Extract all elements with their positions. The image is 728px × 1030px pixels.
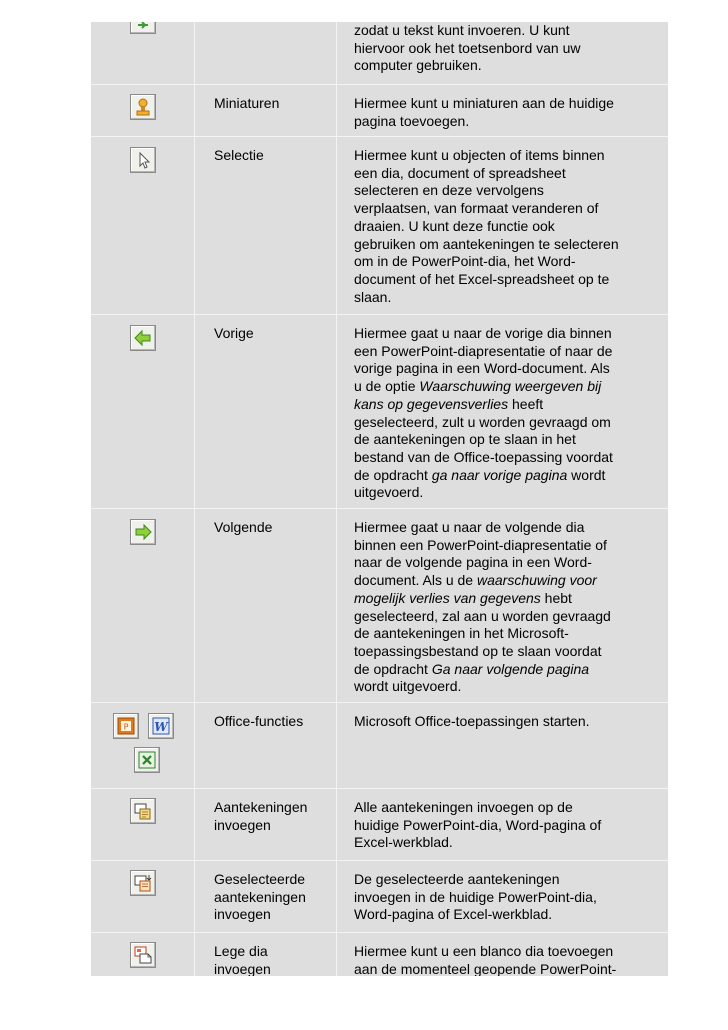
table-row [91,860,668,933]
row-description [354,519,664,696]
desc-line: geselecteerd, zult u worden gevraagd om [354,413,611,430]
desc-line: Excel-werkblad. [354,834,453,851]
desc-line: naar de volgende pagina in een Word- [354,554,592,571]
desc-line: Hiermee gaat u naar de volgende dia [354,519,585,535]
desc-line: geselecteerd, zal aan u worden gevraagd [354,607,611,624]
desc-line: selecteren en deze vervolgens [354,182,544,199]
desc-line: bestand van de Office-toepassing voordat [354,448,613,465]
text-input-icon[interactable] [130,22,156,34]
desc-line: Hiermee kunt u een blanco dia toevoegen [354,943,614,959]
desc-line: Hiermee kunt u objecten of items binnen [354,147,605,163]
table-row [91,788,668,861]
desc-line: u de optie Waarschuwing weergeven bij [354,378,602,395]
desc-line: hiervoor ook het toetsenbord van uw [354,39,581,56]
row-name: Office-functies [214,713,304,729]
table-row [91,22,668,84]
desc-line: vorige pagina in een Word-document. Als [354,360,610,377]
desc-line: binnen een PowerPoint-diapresentatie of [354,536,607,553]
desc-line: uitgevoerd. [354,484,424,501]
desc-line: document of het Excel-spreadsheet op te [354,270,610,287]
desc-line: een dia, document of spreadsheet [354,164,566,181]
row-description [354,22,664,75]
row-name: Selectie [214,147,264,163]
row-name: Lege dia invoegen [214,943,271,976]
desc-line: slaan. [354,288,392,305]
desc-line: toepassingsbestand op te slaan voordat [354,642,602,659]
desc-line: computer gebruiken. [354,57,482,74]
word-icon[interactable] [148,713,174,739]
desc-line: Alle aantekeningen invoegen op de [354,799,573,815]
insert-blank-slide-icon[interactable] [130,942,156,968]
row-description [354,713,664,731]
row-description [354,871,664,924]
desc-line: huidige PowerPoint-dia, Word-pagina of [354,816,602,833]
desc-line: invoegen in de huidige PowerPoint-dia, [354,888,597,905]
svg-text:P: P [123,722,129,732]
desc-line: document. Als u de waarschuwing voor [354,572,597,589]
table-row [91,136,668,315]
row-name: Miniaturen [214,95,280,111]
row-description [354,943,664,976]
next-arrow-icon[interactable] [130,519,156,545]
table-row [91,702,668,789]
row-description [354,95,664,130]
desc-line: mogelijk verlies van gegevens hebt [354,589,572,606]
row-name: Aantekeningen invoegen [214,799,308,833]
desc-line: Word-pagina of Excel-werkblad. [354,906,553,923]
desc-line: de aantekeningen in het Microsoft- [354,625,569,642]
selection-arrow-icon[interactable] [130,147,156,173]
desc-line: wordt uitgevoerd. [354,678,462,695]
desc-line: pagina toevoegen. [354,112,470,129]
desc-line: kans op gegevensverlies heeft [354,395,544,412]
desc-line: Hiermee kunt u miniaturen aan de huidige [354,95,614,111]
previous-arrow-icon[interactable] [130,325,156,351]
desc-line: De geselecteerde aantekeningen [354,871,560,887]
row-description [354,147,664,306]
svg-text:W: W [154,720,168,734]
row-name: Vorige [214,325,254,341]
table-row [91,508,668,703]
toolbar-function-table [91,22,668,976]
table-row [91,314,668,509]
desc-line: Microsoft Office-toepassingen starten. [354,713,590,729]
insert-selected-notes-icon[interactable] [130,870,156,896]
desc-line: de opdracht ga naar vorige pagina wordt [354,466,606,483]
desc-line: een PowerPoint-diapresentatie of naar de [354,342,613,359]
desc-line: de aantekeningen op te slaan in het [354,431,576,448]
row-description [354,325,664,502]
table-row [91,84,668,137]
desc-line: Hiermee gaat u naar de vorige dia binnen [354,325,612,341]
row-name: Volgende [214,519,273,535]
powerpoint-icon[interactable] [113,713,139,739]
table-row [91,932,668,976]
desc-line: zodat u tekst kunt invoeren. U kunt [354,22,570,38]
thumbnail-stamp-icon[interactable] [130,94,156,120]
desc-line: gebruiken om aantekeningen te selecteren [354,235,619,252]
desc-line: de opdracht Ga naar volgende pagina [354,660,590,677]
row-name: Geselecteerde aantekeningen invoegen [214,871,306,923]
desc-line: om in de PowerPoint-dia, het Word- [354,253,576,270]
desc-line: verplaatsen, van formaat veranderen of [354,200,599,217]
excel-icon[interactable] [134,747,160,773]
row-description [354,799,664,852]
insert-all-notes-icon[interactable] [130,798,156,824]
desc-line: aan de momenteel geopende PowerPoint- [354,960,617,976]
desc-line: draaien. U kunt deze functie ook [354,217,555,234]
